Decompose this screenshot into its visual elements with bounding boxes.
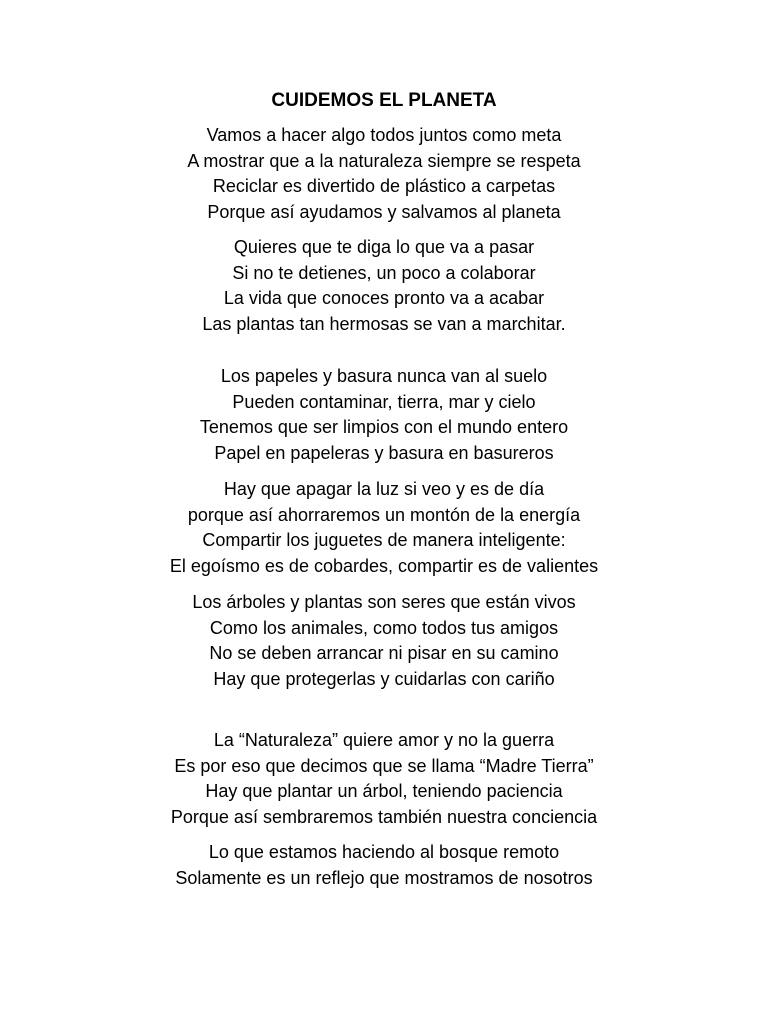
stanza-3 [0,364,768,466]
poem-line: Lo que estamos haciendo al bosque remoto [208,842,560,862]
poem-line: Quieres que te diga lo que va a pasar [233,237,535,257]
poem-line: Las plantas tan hermosas se van a marchitar. [202,313,566,334]
poem-line: Hay que apagar la luz si veo y es de día [223,479,545,499]
poem-line: Los papeles y basura nunca van al suelo [220,366,548,386]
poem-line: Papel en papeleras y basura en basureros [214,442,554,463]
poem-line: Como los animales, como todos tus amigos [209,617,559,638]
poem-line: Hay que plantar un árbol, teniendo paciencia [205,781,563,801]
poem-line: La vida que conoces pronto va a acabar [223,288,545,308]
poem-line: Hay que protegerlas y cuidarlas con cariño [213,668,555,689]
poem-line: La “Naturaleza” quiere amor y no la guerra [213,730,555,750]
poem-line: A mostrar que a la naturaleza siempre se respeta [187,150,581,171]
poem-line: Porque así sembraremos también nuestra conciencia [170,806,598,827]
poem-line: No se deben arrancar ni pisar en su camino [209,643,559,663]
poem-line: Compartir los juguetes de manera inteligente: [202,530,566,550]
stanza-2 [0,235,768,337]
poem-line: Tenemos que ser limpios con el mundo entero [199,417,569,437]
poem-line: El egoísmo es de cobardes, compartir es de valientes [169,555,599,576]
poem-line: Es por eso que decimos que se llama “Madre Tierra” [174,755,594,776]
poem-line: Si no te detienes, un poco a colaborar [232,262,536,283]
stanza-7 [0,840,768,891]
stanza-1 [0,123,768,225]
poem-line: Los árboles y plantas son seres que están vivos [192,592,576,612]
poem-line: Solamente es un reflejo que mostramos de nosotros [175,867,593,888]
poem-title: CUIDEMOS EL PLANETA [271,90,497,111]
poem-line: Vamos a hacer algo todos juntos como meta [206,125,562,145]
stanza-4 [0,477,768,579]
stanza-6 [0,728,768,830]
poem-line: Porque así ayudamos y salvamos al planeta [207,201,561,222]
poem-line: Pueden contaminar, tierra, mar y cielo [232,391,536,412]
stanza-5 [0,590,768,692]
poem-line: Reciclar es divertido de plástico a carpetas [212,176,556,196]
poem-line: porque así ahorraremos un montón de la energía [187,504,581,525]
